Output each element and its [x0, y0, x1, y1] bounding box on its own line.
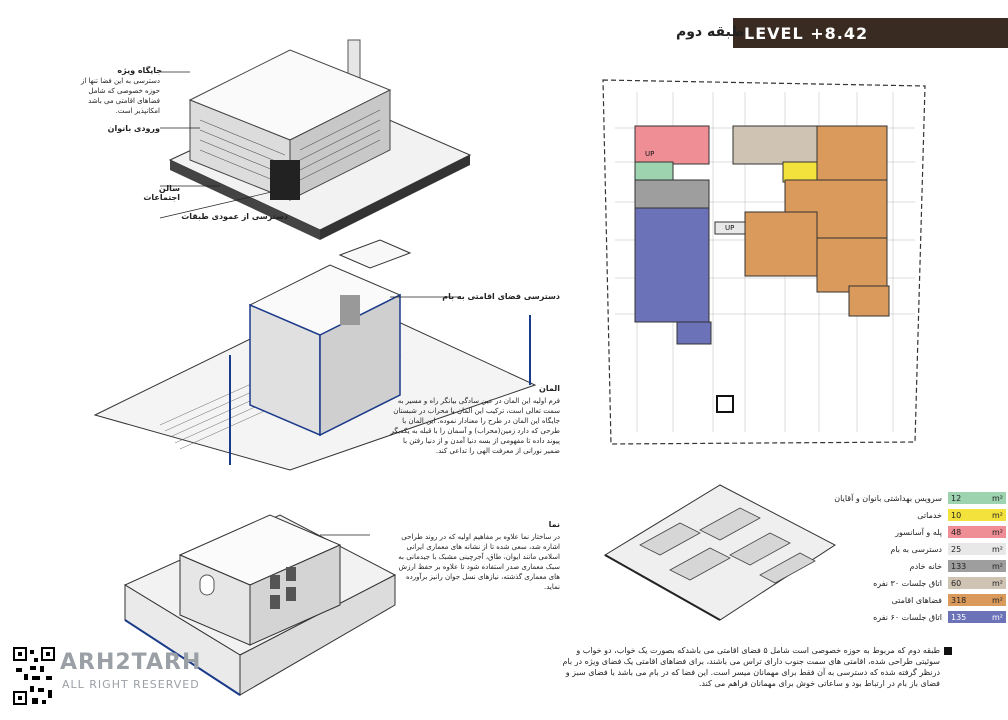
floor-title: طبقه دوم: [676, 24, 745, 40]
legend-swatch: 133 m²: [948, 560, 1006, 572]
legend-row: [812, 610, 1007, 624]
legend-label: پله و آسانسور: [895, 527, 942, 537]
plan-up-label-2: UP: [725, 224, 735, 232]
legend-swatch: 135 m²: [948, 611, 1006, 623]
legend-swatch: 12 m²: [948, 492, 1006, 504]
legend-label: اتاق جلسات ۳۰ نفره: [873, 578, 942, 588]
floor-plan: [595, 62, 935, 462]
vertical-access-label: دسترسی از عمودی طبقات: [181, 212, 288, 221]
legend-row: [812, 559, 1007, 573]
description-bullet: [944, 647, 952, 655]
element-text: فرم اولیه این المان در عین سادگی بیانگر راه و مسیر به سمت تعالی است، ترکیب این المان با محراب در شبستان جایگاه این المان در طرح را معنادار نموده. این المان با طرحی که دارد زمین(محراب) و آسمان را با قبله به یکدیگر پیوند داده تا مفهومی از بسه دنیا آمدن و از دنیا رفتن با ضمیر نورانی از معرفت الهی را تداعی کند.: [390, 397, 560, 455]
assembly-hall-label: سالن اجتماعات: [143, 184, 180, 202]
qr-code-icon: [12, 646, 56, 708]
legend-row: [812, 525, 1007, 539]
legend-label: فضاهای اقامتی: [891, 595, 942, 605]
legend-swatch: 25 m²: [948, 543, 1006, 555]
legend-label: خدماتی: [917, 510, 942, 520]
legend-row: [812, 491, 1007, 505]
axonometric-interior: [600, 475, 840, 625]
legend-row: [812, 593, 1007, 607]
watermark-title: ARH2TARH: [60, 650, 202, 675]
element-title: المان: [539, 384, 560, 393]
level-label: LEVEL +8.42: [744, 24, 869, 43]
special-base-text: دسترسی به این فضا تنها از حوزه خصوصی که شامل فضاهای اقامتی می باشد امکانپذیر است.: [81, 77, 160, 115]
legend-label: خانه خادم: [909, 561, 942, 571]
facade-title: نما: [548, 520, 560, 529]
legend-label: سرویس بهداشتی بانوان و آقایان: [834, 493, 942, 503]
legend-label: دسترسی به بام: [890, 544, 942, 554]
roof-access-label: دسترسی فضای اقامتی به بام: [442, 292, 560, 301]
legend-swatch: 318 m²: [948, 594, 1006, 606]
description-paragraph: طبقه دوم که مربوط به حوزه خصوصی است شامل ۵ فضای اقامتی می باشدکه بصورت یک خواب، دو خواب و سوئیتی طراحی شده، اقامتی های سمت جنوب دارای تراس می باشند، برای فضاهای اقامتی یک فضای ویژه در بام درنظر گرفته شده که دسترسی به آن فقط برای مهمانان میسر است. این فضا که در بام می باشد با فضای سبز و فضای باز بام در ارتباط بود و ساعاتی خوش برای مهمانان فراهم می کند.: [562, 646, 940, 688]
legend-row: [812, 542, 1007, 556]
legend-swatch: 60 m²: [948, 577, 1006, 589]
legend-swatch: 10 m²: [948, 509, 1006, 521]
facade-text: در ساختار نما علاوه بر مفاهیم اولیه که در روند طراحی اشاره شد، سعی شده تا از نشانه های معماری ایرانی اسلامی مانند ایوان، طاق، آجرچینی مشبک با جیدمانی به سبک معماری صدر استفاده شود تا علاوه بر حفظ ارزش های معماری گذشته، نیازهای نسل جوان رانیز برآورده نماید.: [398, 533, 560, 591]
plan-up-label-1: UP: [645, 150, 655, 158]
legend-label: اتاق جلسات ۶۰ نفره: [873, 612, 942, 622]
watermark-subtitle: ALL RIGHT RESERVED: [62, 678, 200, 691]
legend-row: [812, 508, 1007, 522]
special-base-title: جایگاه ویژه: [117, 66, 162, 75]
legend-row: [812, 576, 1007, 590]
legend-swatch: 48 m²: [948, 526, 1006, 538]
women-entrance-label: ورودی بانوان: [107, 124, 160, 133]
